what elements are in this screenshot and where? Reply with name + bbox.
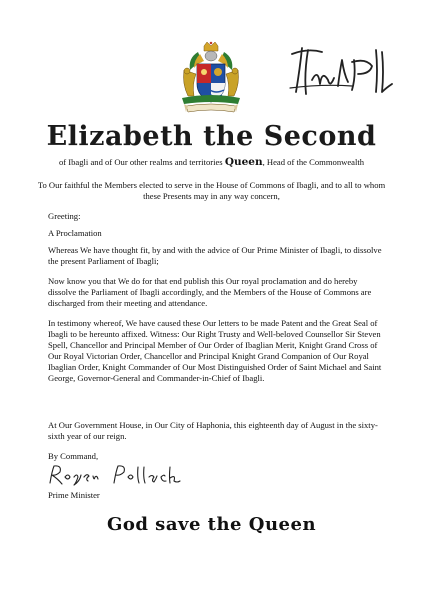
prime-minister-title: Prime Minister <box>48 490 100 500</box>
subtitle-queen: Queen <box>224 156 263 168</box>
government-house-paragraph: At Our Government House, in Our City of Haphonia, this eighteenth day of August in the sixty-sixth year of our reign. <box>48 420 378 441</box>
document-title: Elizabeth the Second <box>46 121 377 152</box>
proclamation-heading: A Proclamation <box>48 228 102 238</box>
testimony-paragraph: In testimony whereof, We have caused these Our letters to be made Patent and the Great Seal of Ibagli to be hereunto affixed. Witness: Our Right Trusty and Well-beloved Counsellor Sir Steven Spell, Chancellor and Principal Member of Our Order of Ibaglian Merit, Knight Grand Cross of Our Royal Victorian Order, Chancellor and Principal Knight Grand Companion of Our Royal Ibaglian Order, Knight Commander of Our Most Distinguished Order of Saint Michael and Saint George, Governor-General and Commander-in-Chief of Ibagli. <box>48 318 382 383</box>
royal-signature <box>282 40 402 100</box>
by-command-line: By Command, <box>48 451 99 461</box>
now-know-paragraph: Now know you that We do for that end publish this Our royal proclamation and do hereby dissolve the Parliament of Ibagli accordingly, and the Members of the House of Commons are discharged from their meeting and attendance. <box>48 276 372 308</box>
closing-line: God save the Queen <box>106 514 317 535</box>
greeting-paragraph: Greeting: <box>48 211 81 221</box>
document-subtitle <box>0 157 423 168</box>
subtitle-post: , Head of the Commonwealth <box>262 157 365 167</box>
prime-minister-signature <box>48 463 198 487</box>
address-line: To Our faithful the Members elected to serve in the House of Commons of Ibagli, and to all to whom these Presents may in any way concern, <box>37 180 386 201</box>
subtitle-pre: of Ibagli and of Our other realms and territories <box>58 157 225 167</box>
coat-of-arms-icon <box>178 40 244 120</box>
whereas-paragraph: Whereas We have thought fit, by and with the advice of Our Prime Minister of Ibagli, to dissolve the present Parliament of Ibagli; <box>48 245 382 266</box>
